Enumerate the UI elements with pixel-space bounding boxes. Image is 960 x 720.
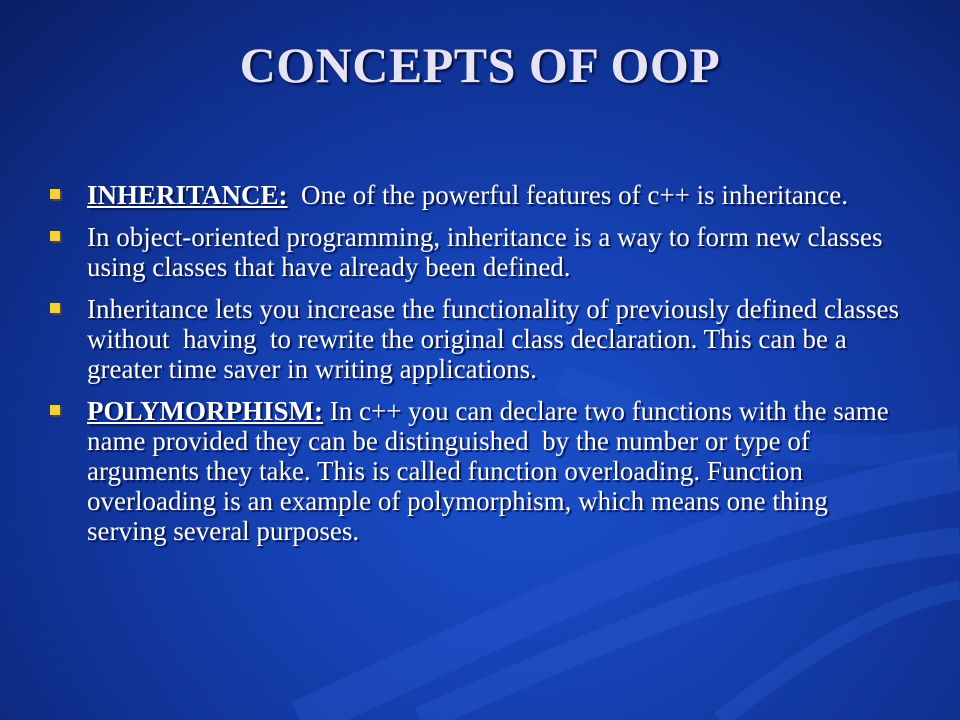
bullet-item-inheritance-benefit xyxy=(48,294,908,384)
bullet-list xyxy=(48,180,908,558)
bullet-item-inheritance xyxy=(48,180,908,210)
square-bullet-icon xyxy=(50,405,60,415)
square-bullet-icon xyxy=(50,231,60,241)
bullet-text: One of the powerful features of c++ is inheritance. xyxy=(287,180,849,210)
square-bullet-icon xyxy=(50,303,60,313)
slide-title: CONCEPTS OF OOP xyxy=(239,37,721,93)
term-label: INHERITANCE: xyxy=(87,180,288,210)
term-label: POLYMORPHISM: xyxy=(87,396,323,426)
bullet-item-polymorphism xyxy=(48,396,908,546)
square-bullet-icon xyxy=(50,189,60,199)
bullet-item-oop-definition xyxy=(48,222,908,282)
bullet-text: Inheritance lets you increase the functionality of previously defined classes without having to rewrite the original class declaration. This can be a greater time saver in writing applications. xyxy=(87,294,906,384)
bullet-text: In object-oriented programming, inheritance is a way to form new classes using classes that have already been defined. xyxy=(87,222,890,282)
bullet-text: In c++ you can declare two functions with the same name provided they can be distinguished by the number or type of arguments they take. This is called function overloading. Function overloading is an example of polymorphism, which means one thing serving several purposes. xyxy=(87,396,896,546)
